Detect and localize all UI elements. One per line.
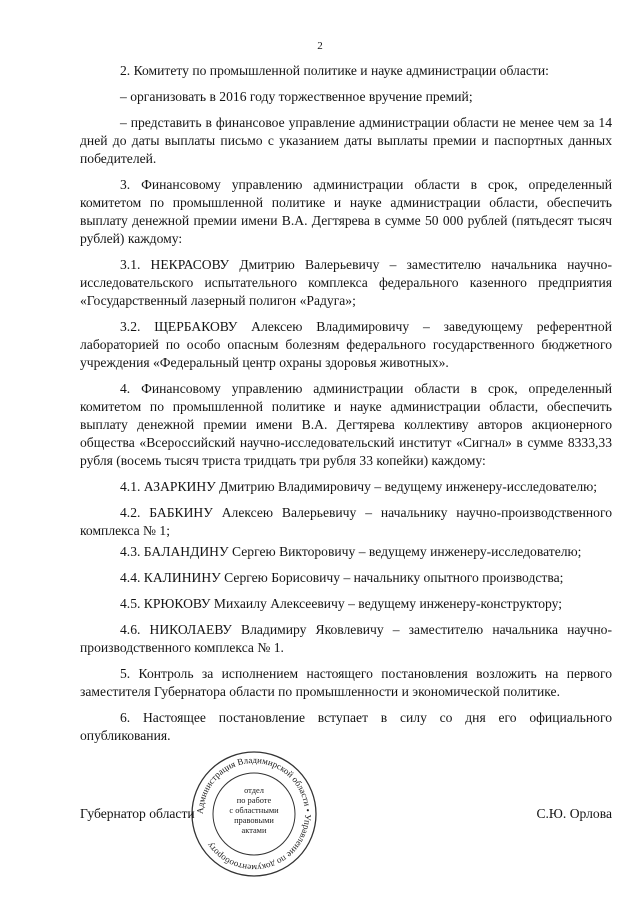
signatory-name: С.Ю. Орлова (536, 806, 612, 821)
paragraph-4-4: 4.4. КАЛИНИНУ Сергею Борисовичу – начальнику опытного производства; (120, 570, 564, 585)
paragraph-3-2: 3.2. ЩЕРБАКОВУ Алексею Владимировичу – заведующему референтной лабораторией по особо опасным болезням федерального государственного бюджетного учреждения «Федеральный центр охраны здоровья животных». (80, 319, 612, 370)
paragraph-4-6: 4.6. НИКОЛАЕВУ Владимиру Яковлевичу – заместителю начальника научно-производственного комплекса № 1. (80, 622, 612, 655)
paragraph-2-item-b: – представить в финансовое управление администрации области не менее чем за 14 дней до даты выплаты письмо с указанием даты выплаты премии и паспортных данных победителей. (80, 115, 612, 166)
stamp-line: правовыми (234, 816, 274, 825)
paragraph-4: 4. Финансовому управлению администрации области в срок, определенный комитетом по промышленной политике и науке администрации области, обеспечить выплату денежной премии имени В.А. Дегтярева коллективу авторов акционерного общества «Всероссийский научно-исследовательский институт «Сигнал» в сумме 8333,33 рубля (восемь тысяч триста тридцать три рубля 33 копейки) каждому: (80, 381, 612, 468)
paragraph-6: 6. Настоящее постановление вступает в силу со дня его официального опубликования. (80, 710, 612, 743)
paragraph-2-item-a: – организовать в 2016 году торжественное вручение премий; (120, 89, 473, 104)
paragraph-4-2: 4.2. БАБКИНУ Алексею Валерьевичу – начальнику научно-производственного комплекса № 1; (80, 505, 612, 538)
stamp-ring-text: Администрация Владимирской области • Управление по документообороту (194, 754, 314, 874)
stamp-line: актами (241, 826, 267, 835)
signatory-position: Губернатор области (80, 806, 195, 821)
paragraph-2: 2. Комитету по промышленной политике и науке администрации области: (120, 63, 549, 78)
paragraph-4-1: 4.1. АЗАРКИНУ Дмитрию Владимировичу – ведущему инженеру-исследователю; (120, 479, 598, 494)
document-body (80, 62, 612, 745)
paragraph-4-5: 4.5. КРЮКОВУ Михаилу Алексеевичу – ведущему инженеру-конструктору; (120, 596, 563, 611)
paragraph-4-3: 4.3. БАЛАНДИНУ Сергею Викторовичу – ведущему инженеру-исследователю; (120, 544, 582, 559)
paragraph-3: 3. Финансовому управлению администрации области в срок, определенный комитетом по промышленной политике и науке администрации области, обеспечить выплату денежной премии имени В.А. Дегтярева в сумме 50 000 рублей (пятьдесят тысяч рублей) каждому: (80, 177, 612, 246)
paragraph-3-1: 3.1. НЕКРАСОВУ Дмитрию Валерьевичу – заместителю начальника научно-исследовательского испытательного комплекса федерального казенного предприятия «Государственный лазерный полигон «Радуга»; (80, 257, 612, 308)
paragraph-5: 5. Контроль за исполнением настоящего постановления возложить на первого заместителя Губернатора области по промышленности и экономической политике. (80, 666, 612, 699)
stamp-line: с областными (229, 806, 279, 815)
page-number: 2 (317, 40, 323, 52)
stamp-line: отдел (244, 786, 264, 795)
signature-block (80, 806, 612, 826)
stamp-line: по работе (236, 796, 272, 805)
